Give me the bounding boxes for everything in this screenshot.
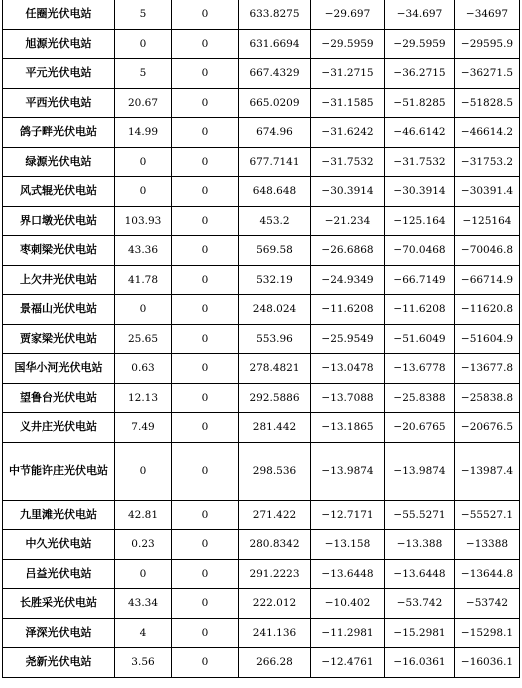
table-cell-value-col-3: 0 — [172, 442, 239, 500]
table-cell-value-col-7: −13388 — [455, 530, 520, 560]
table-cell-value-col-4: 631.6694 — [239, 29, 311, 59]
table-cell-station-name: 吕益光伏电站 — [3, 559, 115, 589]
table-cell-station-name: 望鲁台光伏电站 — [3, 383, 115, 413]
table-cell-station-name: 风式辊光伏电站 — [3, 177, 115, 207]
table-body — [3, 0, 520, 677]
table-cell-station-name: 景福山光伏电站 — [3, 295, 115, 325]
table-cell-value-col-6: −31.7532 — [385, 147, 455, 177]
table-cell-value-col-4: 665.0209 — [239, 88, 311, 118]
table-cell-value-col-7: −16036.1 — [455, 648, 520, 678]
table-cell-value-col-2: 0 — [115, 147, 172, 177]
table-cell-value-col-2: 0 — [115, 177, 172, 207]
table-cell-value-col-6: −36.2715 — [385, 59, 455, 89]
table-cell-value-col-4: 569.58 — [239, 236, 311, 266]
table-cell-value-col-4: 291.2223 — [239, 559, 311, 589]
table-row — [3, 324, 520, 354]
table-cell-value-col-4: 248.024 — [239, 295, 311, 325]
table-cell-value-col-2: 14.99 — [115, 118, 172, 148]
table-row — [3, 618, 520, 648]
table-cell-value-col-4: 633.8275 — [239, 0, 311, 29]
table-cell-station-name: 枣刺梁光伏电站 — [3, 236, 115, 266]
table-cell-value-col-7: −51604.9 — [455, 324, 520, 354]
table-row — [3, 442, 520, 500]
table-cell-value-col-4: 648.648 — [239, 177, 311, 207]
table-cell-value-col-3: 0 — [172, 59, 239, 89]
table-cell-value-col-3: 0 — [172, 236, 239, 266]
table-cell-value-col-6: −51.8285 — [385, 88, 455, 118]
table-cell-value-col-7: −55527.1 — [455, 500, 520, 530]
table-cell-value-col-4: 667.4329 — [239, 59, 311, 89]
table-cell-value-col-5: −13.0478 — [311, 354, 385, 384]
table-cell-value-col-5: −31.7532 — [311, 147, 385, 177]
table-cell-value-col-2: 25.65 — [115, 324, 172, 354]
table-cell-value-col-5: −13.6448 — [311, 559, 385, 589]
table-cell-value-col-4: 298.536 — [239, 442, 311, 500]
table-cell-station-name: 长胜采光伏电站 — [3, 589, 115, 619]
table-cell-value-col-7: −31753.2 — [455, 147, 520, 177]
table-cell-value-col-4: 222.012 — [239, 589, 311, 619]
table-cell-station-name: 国华小河光伏电站 — [3, 354, 115, 384]
table-cell-value-col-7: −13987.4 — [455, 442, 520, 500]
table-cell-value-col-3: 0 — [172, 147, 239, 177]
table-cell-station-name: 中久光伏电站 — [3, 530, 115, 560]
table-cell-value-col-3: 0 — [172, 500, 239, 530]
table-cell-value-col-2: 43.36 — [115, 236, 172, 266]
table-cell-value-col-2: 0 — [115, 442, 172, 500]
table-cell-value-col-4: 292.5886 — [239, 383, 311, 413]
table-cell-value-col-6: −13.388 — [385, 530, 455, 560]
table-cell-value-col-5: −25.9549 — [311, 324, 385, 354]
table-cell-value-col-6: −16.0361 — [385, 648, 455, 678]
table-cell-value-col-7: −25838.8 — [455, 383, 520, 413]
table-cell-value-col-2: 0.23 — [115, 530, 172, 560]
table-cell-value-col-7: −29595.9 — [455, 29, 520, 59]
table-cell-station-name: 尧新光伏电站 — [3, 648, 115, 678]
table-cell-station-name: 九里滩光伏电站 — [3, 500, 115, 530]
table-cell-value-col-5: −29.697 — [311, 0, 385, 29]
table-cell-value-col-7: −34697 — [455, 0, 520, 29]
table-cell-value-col-5: −12.7171 — [311, 500, 385, 530]
table-cell-value-col-7: −70046.8 — [455, 236, 520, 266]
table-cell-value-col-5: −29.5959 — [311, 29, 385, 59]
table-cell-value-col-5: −12.4761 — [311, 648, 385, 678]
table-cell-station-name: 中节能许庄光伏电站 — [3, 442, 115, 500]
table-cell-value-col-2: 7.49 — [115, 413, 172, 443]
table-cell-station-name: 平西光伏电站 — [3, 88, 115, 118]
table-cell-value-col-6: −53.742 — [385, 589, 455, 619]
table-cell-value-col-6: −125.164 — [385, 206, 455, 236]
table-cell-value-col-3: 0 — [172, 88, 239, 118]
table-cell-station-name: 泽深光伏电站 — [3, 618, 115, 648]
table-cell-value-col-4: 266.28 — [239, 648, 311, 678]
table-cell-value-col-7: −51828.5 — [455, 88, 520, 118]
table-cell-value-col-7: −36271.5 — [455, 59, 520, 89]
table-cell-station-name: 绿源光伏电站 — [3, 147, 115, 177]
table-cell-value-col-7: −15298.1 — [455, 618, 520, 648]
table-row — [3, 29, 520, 59]
table-cell-value-col-7: −20676.5 — [455, 413, 520, 443]
table-cell-value-col-6: −30.3914 — [385, 177, 455, 207]
table-cell-value-col-5: −21.234 — [311, 206, 385, 236]
table-cell-value-col-5: −13.1865 — [311, 413, 385, 443]
table-cell-value-col-6: −46.6142 — [385, 118, 455, 148]
table-cell-value-col-6: −70.0468 — [385, 236, 455, 266]
table-cell-value-col-4: 278.4821 — [239, 354, 311, 384]
table-row — [3, 530, 520, 560]
table-cell-value-col-3: 0 — [172, 589, 239, 619]
table-cell-station-name: 旭源光伏电站 — [3, 29, 115, 59]
table-row — [3, 413, 520, 443]
table-cell-value-col-3: 0 — [172, 206, 239, 236]
table-cell-value-col-5: −13.7088 — [311, 383, 385, 413]
table-cell-value-col-2: 20.67 — [115, 88, 172, 118]
table-cell-value-col-6: −11.6208 — [385, 295, 455, 325]
table-cell-station-name: 鸽子畔光伏电站 — [3, 118, 115, 148]
table-cell-value-col-2: 5 — [115, 0, 172, 29]
table-cell-value-col-6: −34.697 — [385, 0, 455, 29]
table-cell-value-col-3: 0 — [172, 29, 239, 59]
table-cell-value-col-2: 3.56 — [115, 648, 172, 678]
table-cell-value-col-3: 0 — [172, 413, 239, 443]
table-cell-value-col-3: 0 — [172, 354, 239, 384]
table-cell-value-col-6: −13.9874 — [385, 442, 455, 500]
table-row — [3, 206, 520, 236]
table-row — [3, 265, 520, 295]
table-cell-value-col-4: 281.442 — [239, 413, 311, 443]
table-cell-value-col-3: 0 — [172, 530, 239, 560]
table-cell-value-col-3: 0 — [172, 648, 239, 678]
table-row — [3, 177, 520, 207]
table-cell-value-col-2: 4 — [115, 618, 172, 648]
table-cell-value-col-5: −31.1585 — [311, 88, 385, 118]
table-cell-value-col-5: −31.2715 — [311, 59, 385, 89]
table-cell-value-col-5: −13.158 — [311, 530, 385, 560]
table-cell-value-col-5: −26.6868 — [311, 236, 385, 266]
table-cell-value-col-3: 0 — [172, 559, 239, 589]
table-row — [3, 589, 520, 619]
table-cell-value-col-5: −11.6208 — [311, 295, 385, 325]
table-cell-value-col-7: −46614.2 — [455, 118, 520, 148]
table-cell-value-col-2: 12.13 — [115, 383, 172, 413]
table-cell-value-col-2: 42.81 — [115, 500, 172, 530]
table-cell-value-col-5: −31.6242 — [311, 118, 385, 148]
table-cell-value-col-6: −20.6765 — [385, 413, 455, 443]
table-cell-value-col-2: 103.93 — [115, 206, 172, 236]
table-row — [3, 500, 520, 530]
table-cell-value-col-6: −13.6778 — [385, 354, 455, 384]
table-cell-value-col-3: 0 — [172, 177, 239, 207]
table-row — [3, 59, 520, 89]
table-cell-value-col-5: −13.9874 — [311, 442, 385, 500]
table-cell-value-col-3: 0 — [172, 295, 239, 325]
table-cell-value-col-2: 0.63 — [115, 354, 172, 384]
table-cell-value-col-4: 453.2 — [239, 206, 311, 236]
table-cell-station-name: 义井庄光伏电站 — [3, 413, 115, 443]
table-cell-value-col-7: −53742 — [455, 589, 520, 619]
table-row — [3, 295, 520, 325]
table-row — [3, 648, 520, 678]
table-cell-value-col-4: 553.96 — [239, 324, 311, 354]
table-cell-value-col-3: 0 — [172, 265, 239, 295]
table-cell-value-col-5: −30.3914 — [311, 177, 385, 207]
table-row — [3, 383, 520, 413]
table-cell-value-col-6: −29.5959 — [385, 29, 455, 59]
table-cell-value-col-5: −10.402 — [311, 589, 385, 619]
table-row — [3, 118, 520, 148]
table-cell-value-col-2: 41.78 — [115, 265, 172, 295]
table-row — [3, 88, 520, 118]
table-cell-station-name: 上欠井光伏电站 — [3, 265, 115, 295]
table-cell-value-col-5: −24.9349 — [311, 265, 385, 295]
table-cell-value-col-6: −13.6448 — [385, 559, 455, 589]
table-cell-value-col-2: 43.34 — [115, 589, 172, 619]
table-cell-value-col-6: −15.2981 — [385, 618, 455, 648]
table-cell-value-col-4: 677.7141 — [239, 147, 311, 177]
table-row — [3, 0, 520, 29]
table-cell-value-col-3: 0 — [172, 324, 239, 354]
table-row — [3, 236, 520, 266]
table-cell-value-col-7: −66714.9 — [455, 265, 520, 295]
table-cell-value-col-4: 280.8342 — [239, 530, 311, 560]
table-cell-value-col-7: −125164 — [455, 206, 520, 236]
table-cell-value-col-6: −25.8388 — [385, 383, 455, 413]
table-cell-value-col-7: −30391.4 — [455, 177, 520, 207]
table-row — [3, 354, 520, 384]
table-row — [3, 559, 520, 589]
table-cell-value-col-3: 0 — [172, 618, 239, 648]
table-cell-value-col-3: 0 — [172, 383, 239, 413]
table-row — [3, 147, 520, 177]
table-cell-value-col-6: −51.6049 — [385, 324, 455, 354]
table-cell-station-name: 任圈光伏电站 — [3, 0, 115, 29]
table-cell-value-col-3: 0 — [172, 0, 239, 29]
data-table — [2, 0, 520, 678]
table-cell-station-name: 贾家梁光伏电站 — [3, 324, 115, 354]
table-cell-value-col-2: 0 — [115, 295, 172, 325]
table-cell-value-col-7: −11620.8 — [455, 295, 520, 325]
table-cell-value-col-4: 241.136 — [239, 618, 311, 648]
table-cell-value-col-4: 532.19 — [239, 265, 311, 295]
table-cell-value-col-6: −66.7149 — [385, 265, 455, 295]
table-cell-station-name: 界口墩光伏电站 — [3, 206, 115, 236]
table-cell-value-col-5: −11.2981 — [311, 618, 385, 648]
table-cell-value-col-2: 0 — [115, 29, 172, 59]
table-cell-value-col-4: 674.96 — [239, 118, 311, 148]
table-cell-value-col-6: −55.5271 — [385, 500, 455, 530]
table-cell-value-col-4: 271.422 — [239, 500, 311, 530]
table-cell-value-col-7: −13677.8 — [455, 354, 520, 384]
table-cell-value-col-2: 0 — [115, 559, 172, 589]
table-cell-value-col-3: 0 — [172, 118, 239, 148]
table-cell-value-col-2: 5 — [115, 59, 172, 89]
table-cell-station-name: 平元光伏电站 — [3, 59, 115, 89]
table-cell-value-col-7: −13644.8 — [455, 559, 520, 589]
